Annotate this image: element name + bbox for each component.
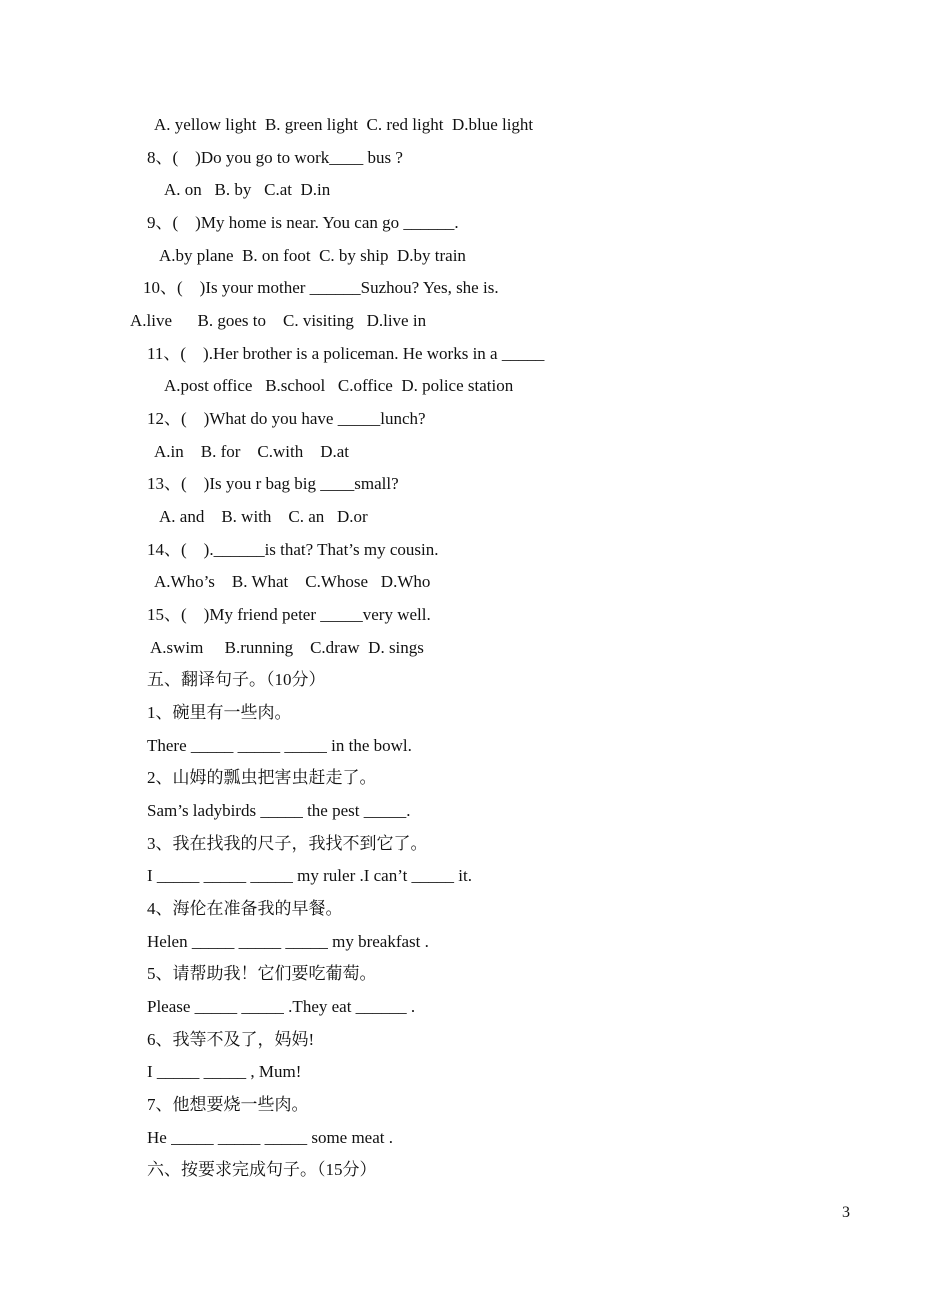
q15-question: 15、( )My friend peter _____very well. — [147, 605, 431, 624]
translate-5-english: Please _____ _____ .They eat ______ . — [147, 997, 416, 1016]
q14-question: 14、( ).______is that? That’s my cousin. — [147, 540, 439, 559]
translate-1-chinese: 1、碗里有一些肉。 — [147, 703, 292, 722]
q7-options: A. yellow light B. green light C. red light D.blue light — [154, 115, 534, 134]
page-number: 3 — [842, 1204, 850, 1221]
translate-5-chinese: 5、请帮助我！它们要吃葡萄。 — [147, 964, 377, 983]
translate-7-chinese: 7、他想要烧一些肉。 — [147, 1095, 309, 1114]
q8-options: A. on B. by C.at D.in — [164, 180, 331, 199]
translate-3-chinese: 3、我在找我的尺子，我找不到它了。 — [147, 834, 428, 853]
q13-options: A. and B. with C. an D.or — [159, 507, 368, 526]
translate-2-english: Sam’s ladybirds _____ the pest _____. — [147, 801, 411, 820]
translate-2-chinese: 2、山姆的瓢虫把害虫赶走了。 — [147, 768, 377, 787]
translate-7-english: He _____ _____ _____ some meat . — [147, 1128, 393, 1147]
q14-options: A.Who’s B. What C.Whose D.Who — [154, 572, 431, 591]
translate-1-english: There _____ _____ _____ in the bowl. — [147, 736, 412, 755]
q12-options: A.in B. for C.with D.at — [154, 442, 350, 461]
translate-3-english: I _____ _____ _____ my ruler .I can’t _____ it. — [147, 866, 473, 885]
q11-options: A.post office B.school C.office D. police station — [164, 376, 514, 395]
q9-options: A.by plane B. on foot C. by ship D.by train — [159, 246, 466, 265]
translate-6-english: I _____ _____ , Mum! — [147, 1062, 302, 1081]
section-6-heading: 六、按要求完成句子。（15分） — [147, 1160, 377, 1179]
q11-question: 11、( ).Her brother is a policeman. He works in a _____ — [147, 344, 545, 363]
q12-question: 12、( )What do you have _____lunch? — [147, 409, 426, 428]
q9-question: 9、( )My home is near. You can go ______. — [147, 213, 459, 232]
translate-6-chinese: 6、我等不及了，妈妈! — [147, 1030, 315, 1049]
q10-options: A.live B. goes to C. visiting D.live in — [130, 311, 427, 330]
q13-question: 13、( )Is you r bag big ____small? — [147, 474, 399, 493]
section-5-heading: 五、翻译句子。（10分） — [147, 670, 326, 689]
q15-options: A.swim B.running C.draw D. sings — [150, 638, 424, 657]
translate-4-chinese: 4、海伦在准备我的早餐。 — [147, 899, 343, 918]
q10-question: 10、( )Is your mother ______Suzhou? Yes, she is. — [143, 278, 499, 297]
translate-4-english: Helen _____ _____ _____ my breakfast . — [147, 932, 429, 951]
q8-question: 8、( )Do you go to work____ bus ? — [147, 148, 403, 167]
